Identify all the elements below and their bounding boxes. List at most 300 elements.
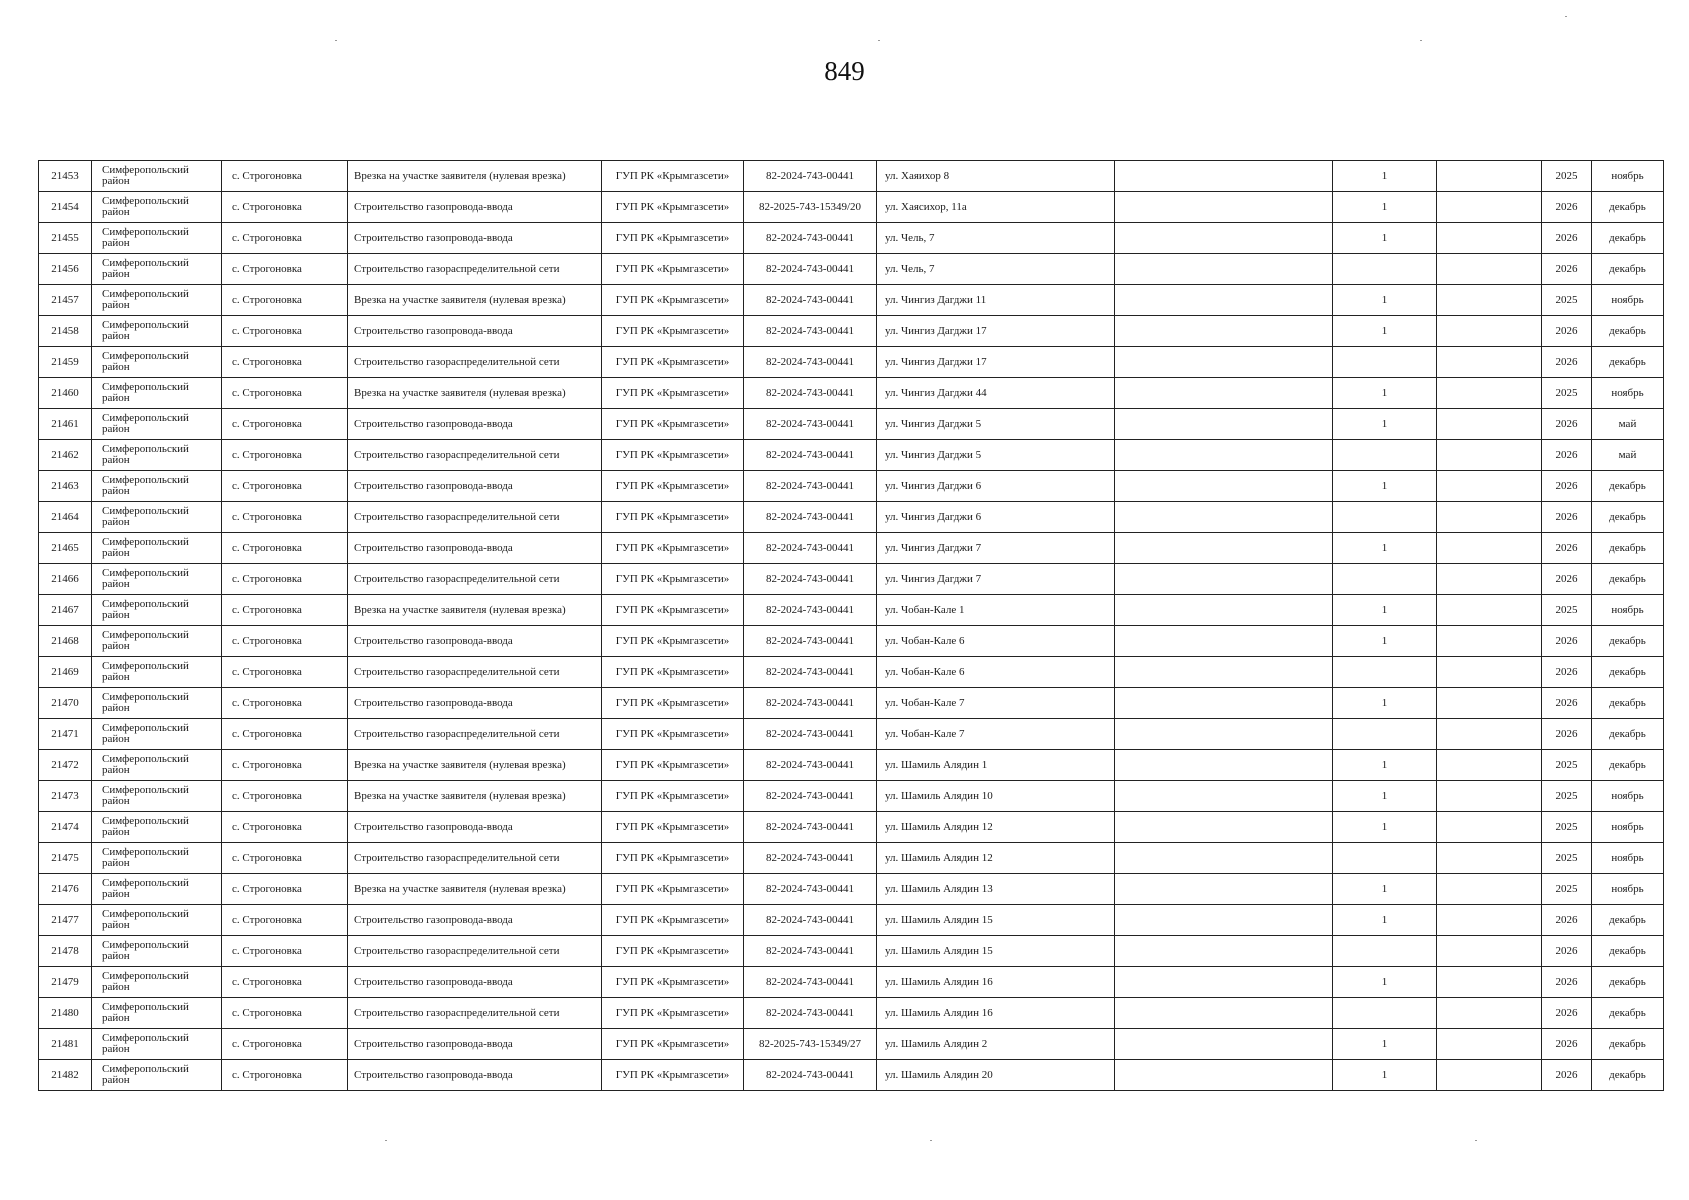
blank-cell (1437, 595, 1542, 626)
table-body (39, 161, 1664, 1091)
village-cell: с. Строгоновка (222, 564, 348, 595)
work-type-cell: Врезка на участке заявителя (нулевая врезка) (348, 750, 602, 781)
village-cell: с. Строгоновка (222, 502, 348, 533)
organization-cell: ГУП РК «Крымгазсети» (602, 161, 744, 192)
address-cell: ул. Чобан-Кале 1 (877, 595, 1115, 626)
row-number: 21465 (39, 533, 92, 564)
organization-cell: ГУП РК «Крымгазсети» (602, 347, 744, 378)
month-cell: ноябрь (1592, 781, 1664, 812)
code-cell: 82-2025-743-15349/27 (744, 1029, 877, 1060)
code-cell: 82-2024-743-00441 (744, 347, 877, 378)
work-type-cell: Строительство газораспределительной сети (348, 657, 602, 688)
village-cell: с. Строгоновка (222, 657, 348, 688)
year-cell: 2025 (1542, 812, 1592, 843)
organization-cell: ГУП РК «Крымгазсети» (602, 440, 744, 471)
table-row (39, 409, 1664, 440)
blank-cell (1115, 750, 1333, 781)
code-cell: 82-2024-743-00441 (744, 378, 877, 409)
address-cell: ул. Чингиз Дагджи 17 (877, 316, 1115, 347)
organization-cell: ГУП РК «Крымгазсети» (602, 1029, 744, 1060)
blank-cell (1115, 347, 1333, 378)
month-cell: декабрь (1592, 750, 1664, 781)
month-cell: май (1592, 409, 1664, 440)
blank-cell (1115, 254, 1333, 285)
code-cell: 82-2024-743-00441 (744, 564, 877, 595)
month-cell: декабрь (1592, 688, 1664, 719)
code-cell: 82-2024-743-00441 (744, 936, 877, 967)
month-cell: декабрь (1592, 223, 1664, 254)
organization-cell: ГУП РК «Крымгазсети» (602, 192, 744, 223)
village-cell: с. Строгоновка (222, 626, 348, 657)
village-cell: с. Строгоновка (222, 378, 348, 409)
table-row (39, 1060, 1664, 1091)
village-cell: с. Строгоновка (222, 533, 348, 564)
quantity-cell (1333, 254, 1437, 285)
work-type-cell: Строительство газопровода-ввода (348, 1060, 602, 1091)
table-row (39, 254, 1664, 285)
month-cell: ноябрь (1592, 595, 1664, 626)
blank-cell (1437, 719, 1542, 750)
blank-cell (1115, 719, 1333, 750)
year-cell: 2025 (1542, 285, 1592, 316)
village-cell: с. Строгоновка (222, 595, 348, 626)
blank-cell (1437, 409, 1542, 440)
blank-cell (1115, 936, 1333, 967)
quantity-cell (1333, 502, 1437, 533)
work-type-cell: Строительство газораспределительной сети (348, 440, 602, 471)
table-row (39, 750, 1664, 781)
district-cell: Симферопольский район (92, 812, 222, 843)
blank-cell (1115, 316, 1333, 347)
blank-cell (1115, 409, 1333, 440)
organization-cell: ГУП РК «Крымгазсети» (602, 750, 744, 781)
address-cell: ул. Чобан-Кале 6 (877, 626, 1115, 657)
work-type-cell: Строительство газораспределительной сети (348, 502, 602, 533)
work-type-cell: Строительство газораспределительной сети (348, 347, 602, 378)
blank-cell (1115, 440, 1333, 471)
scan-speck (335, 40, 337, 41)
address-cell: ул. Шамиль Алядин 12 (877, 843, 1115, 874)
month-cell: ноябрь (1592, 874, 1664, 905)
blank-cell (1437, 1060, 1542, 1091)
row-number: 21463 (39, 471, 92, 502)
address-cell: ул. Шамиль Алядин 12 (877, 812, 1115, 843)
district-cell: Симферопольский район (92, 1029, 222, 1060)
quantity-cell: 1 (1333, 812, 1437, 843)
row-number: 21475 (39, 843, 92, 874)
year-cell: 2026 (1542, 223, 1592, 254)
village-cell: с. Строгоновка (222, 440, 348, 471)
district-cell: Симферопольский район (92, 533, 222, 564)
row-number: 21473 (39, 781, 92, 812)
page-number: 849 (824, 56, 865, 86)
row-number: 21470 (39, 688, 92, 719)
address-cell: ул. Чингиз Дагджи 7 (877, 533, 1115, 564)
blank-cell (1115, 626, 1333, 657)
address-cell: ул. Шамиль Алядин 15 (877, 936, 1115, 967)
quantity-cell: 1 (1333, 1060, 1437, 1091)
table-row (39, 626, 1664, 657)
work-type-cell: Строительство газопровода-ввода (348, 967, 602, 998)
address-cell: ул. Чобан-Кале 7 (877, 719, 1115, 750)
year-cell: 2025 (1542, 161, 1592, 192)
work-type-cell: Врезка на участке заявителя (нулевая врезка) (348, 285, 602, 316)
row-number: 21474 (39, 812, 92, 843)
code-cell: 82-2024-743-00441 (744, 223, 877, 254)
code-cell: 82-2024-743-00441 (744, 440, 877, 471)
work-type-cell: Строительство газопровода-ввода (348, 316, 602, 347)
year-cell: 2026 (1542, 533, 1592, 564)
row-number: 21469 (39, 657, 92, 688)
year-cell: 2026 (1542, 719, 1592, 750)
blank-cell (1115, 781, 1333, 812)
table-row (39, 781, 1664, 812)
address-cell: ул. Шамиль Алядин 16 (877, 967, 1115, 998)
quantity-cell (1333, 440, 1437, 471)
district-cell: Симферопольский район (92, 285, 222, 316)
address-cell: ул. Чингиз Дагджи 5 (877, 440, 1115, 471)
work-type-cell: Строительство газопровода-ввода (348, 812, 602, 843)
quantity-cell: 1 (1333, 316, 1437, 347)
village-cell: с. Строгоновка (222, 874, 348, 905)
work-type-cell: Строительство газопровода-ввода (348, 626, 602, 657)
work-type-cell: Строительство газопровода-ввода (348, 471, 602, 502)
year-cell: 2026 (1542, 316, 1592, 347)
organization-cell: ГУП РК «Крымгазсети» (602, 812, 744, 843)
quantity-cell: 1 (1333, 905, 1437, 936)
quantity-cell (1333, 998, 1437, 1029)
district-cell: Симферопольский район (92, 1060, 222, 1091)
blank-cell (1115, 595, 1333, 626)
district-cell: Симферопольский район (92, 502, 222, 533)
blank-cell (1115, 378, 1333, 409)
month-cell: декабрь (1592, 347, 1664, 378)
organization-cell: ГУП РК «Крымгазсети» (602, 688, 744, 719)
district-cell: Симферопольский район (92, 998, 222, 1029)
year-cell: 2025 (1542, 874, 1592, 905)
village-cell: с. Строгоновка (222, 936, 348, 967)
year-cell: 2026 (1542, 471, 1592, 502)
row-number: 21453 (39, 161, 92, 192)
work-type-cell: Строительство газораспределительной сети (348, 843, 602, 874)
blank-cell (1437, 812, 1542, 843)
blank-cell (1437, 781, 1542, 812)
organization-cell: ГУП РК «Крымгазсети» (602, 471, 744, 502)
code-cell: 82-2024-743-00441 (744, 595, 877, 626)
blank-cell (1437, 564, 1542, 595)
address-cell: ул. Шамиль Алядин 15 (877, 905, 1115, 936)
village-cell: с. Строгоновка (222, 719, 348, 750)
blank-cell (1437, 936, 1542, 967)
district-cell: Симферопольский район (92, 378, 222, 409)
blank-cell (1437, 192, 1542, 223)
year-cell: 2026 (1542, 347, 1592, 378)
scan-speck (1420, 40, 1422, 41)
address-cell: ул. Шамиль Алядин 1 (877, 750, 1115, 781)
month-cell: декабрь (1592, 998, 1664, 1029)
scan-speck (930, 1140, 932, 1141)
table-row (39, 688, 1664, 719)
code-cell: 82-2024-743-00441 (744, 998, 877, 1029)
blank-cell (1437, 254, 1542, 285)
table-row (39, 285, 1664, 316)
month-cell: декабрь (1592, 502, 1664, 533)
quantity-cell (1333, 719, 1437, 750)
quantity-cell: 1 (1333, 161, 1437, 192)
month-cell: ноябрь (1592, 285, 1664, 316)
blank-cell (1437, 874, 1542, 905)
quantity-cell: 1 (1333, 874, 1437, 905)
code-cell: 82-2024-743-00441 (744, 533, 877, 564)
blank-cell (1437, 750, 1542, 781)
table-row (39, 192, 1664, 223)
address-cell: ул. Хаяихор 8 (877, 161, 1115, 192)
code-cell: 82-2025-743-15349/20 (744, 192, 877, 223)
blank-cell (1437, 657, 1542, 688)
month-cell: декабрь (1592, 967, 1664, 998)
quantity-cell (1333, 657, 1437, 688)
row-number: 21467 (39, 595, 92, 626)
year-cell: 2025 (1542, 378, 1592, 409)
quantity-cell: 1 (1333, 471, 1437, 502)
blank-cell (1437, 626, 1542, 657)
table-row (39, 347, 1664, 378)
blank-cell (1437, 347, 1542, 378)
row-number: 21477 (39, 905, 92, 936)
address-cell: ул. Чингиз Дагджи 7 (877, 564, 1115, 595)
table-row (39, 471, 1664, 502)
organization-cell: ГУП РК «Крымгазсети» (602, 378, 744, 409)
district-cell: Симферопольский район (92, 750, 222, 781)
address-cell: ул. Хаясихор, 11а (877, 192, 1115, 223)
district-cell: Симферопольский район (92, 161, 222, 192)
blank-cell (1115, 285, 1333, 316)
month-cell: декабрь (1592, 316, 1664, 347)
row-number: 21479 (39, 967, 92, 998)
district-cell: Симферопольский район (92, 192, 222, 223)
village-cell: с. Строгоновка (222, 223, 348, 254)
table-row (39, 595, 1664, 626)
table-row (39, 316, 1664, 347)
row-number: 21464 (39, 502, 92, 533)
month-cell: декабрь (1592, 936, 1664, 967)
district-cell: Симферопольский район (92, 657, 222, 688)
scan-speck (1565, 16, 1567, 17)
organization-cell: ГУП РК «Крымгазсети» (602, 1060, 744, 1091)
year-cell: 2026 (1542, 1029, 1592, 1060)
village-cell: с. Строгоновка (222, 750, 348, 781)
year-cell: 2026 (1542, 409, 1592, 440)
scan-speck (385, 1140, 387, 1141)
organization-cell: ГУП РК «Крымгазсети» (602, 998, 744, 1029)
quantity-cell: 1 (1333, 223, 1437, 254)
blank-cell (1437, 316, 1542, 347)
blank-cell (1437, 378, 1542, 409)
village-cell: с. Строгоновка (222, 843, 348, 874)
quantity-cell: 1 (1333, 595, 1437, 626)
table-row (39, 812, 1664, 843)
organization-cell: ГУП РК «Крымгазсети» (602, 285, 744, 316)
code-cell: 82-2024-743-00441 (744, 688, 877, 719)
organization-cell: ГУП РК «Крымгазсети» (602, 719, 744, 750)
address-cell: ул. Шамиль Алядин 10 (877, 781, 1115, 812)
code-cell: 82-2024-743-00441 (744, 161, 877, 192)
district-cell: Симферопольский район (92, 254, 222, 285)
code-cell: 82-2024-743-00441 (744, 750, 877, 781)
village-cell: с. Строгоновка (222, 471, 348, 502)
district-cell: Симферопольский район (92, 719, 222, 750)
blank-cell (1115, 533, 1333, 564)
table-row (39, 1029, 1664, 1060)
work-type-cell: Строительство газораспределительной сети (348, 254, 602, 285)
village-cell: с. Строгоновка (222, 1060, 348, 1091)
work-type-cell: Врезка на участке заявителя (нулевая врезка) (348, 781, 602, 812)
blank-cell (1115, 998, 1333, 1029)
table-row (39, 564, 1664, 595)
month-cell: декабрь (1592, 564, 1664, 595)
organization-cell: ГУП РК «Крымгазсети» (602, 905, 744, 936)
year-cell: 2026 (1542, 564, 1592, 595)
blank-cell (1437, 440, 1542, 471)
code-cell: 82-2024-743-00441 (744, 905, 877, 936)
district-cell: Симферопольский район (92, 564, 222, 595)
year-cell: 2026 (1542, 967, 1592, 998)
row-number: 21468 (39, 626, 92, 657)
code-cell: 82-2024-743-00441 (744, 316, 877, 347)
month-cell: декабрь (1592, 192, 1664, 223)
work-type-cell: Строительство газопровода-ввода (348, 688, 602, 719)
year-cell: 2026 (1542, 657, 1592, 688)
row-number: 21456 (39, 254, 92, 285)
quantity-cell: 1 (1333, 781, 1437, 812)
district-cell: Симферопольский район (92, 595, 222, 626)
year-cell: 2026 (1542, 936, 1592, 967)
address-cell: ул. Шамиль Алядин 20 (877, 1060, 1115, 1091)
blank-cell (1437, 533, 1542, 564)
quantity-cell: 1 (1333, 967, 1437, 998)
month-cell: ноябрь (1592, 812, 1664, 843)
month-cell: декабрь (1592, 657, 1664, 688)
address-cell: ул. Шамиль Алядин 13 (877, 874, 1115, 905)
village-cell: с. Строгоновка (222, 192, 348, 223)
year-cell: 2025 (1542, 781, 1592, 812)
blank-cell (1437, 967, 1542, 998)
year-cell: 2026 (1542, 502, 1592, 533)
scan-speck (878, 40, 880, 41)
village-cell: с. Строгоновка (222, 161, 348, 192)
table-row (39, 657, 1664, 688)
row-number: 21461 (39, 409, 92, 440)
address-cell: ул. Чобан-Кале 7 (877, 688, 1115, 719)
blank-cell (1437, 502, 1542, 533)
address-cell: ул. Шамиль Алядин 2 (877, 1029, 1115, 1060)
blank-cell (1115, 471, 1333, 502)
organization-cell: ГУП РК «Крымгазсети» (602, 781, 744, 812)
district-cell: Симферопольский район (92, 688, 222, 719)
month-cell: декабрь (1592, 719, 1664, 750)
organization-cell: ГУП РК «Крымгазсети» (602, 843, 744, 874)
organization-cell: ГУП РК «Крымгазсети» (602, 223, 744, 254)
organization-cell: ГУП РК «Крымгазсети» (602, 533, 744, 564)
district-cell: Симферопольский район (92, 440, 222, 471)
district-cell: Симферопольский район (92, 843, 222, 874)
year-cell: 2025 (1542, 750, 1592, 781)
quantity-cell: 1 (1333, 750, 1437, 781)
blank-cell (1115, 1060, 1333, 1091)
blank-cell (1115, 812, 1333, 843)
blank-cell (1115, 1029, 1333, 1060)
work-type-cell: Врезка на участке заявителя (нулевая врезка) (348, 161, 602, 192)
work-type-cell: Строительство газопровода-ввода (348, 223, 602, 254)
district-cell: Симферопольский район (92, 626, 222, 657)
table-row (39, 843, 1664, 874)
village-cell: с. Строгоновка (222, 316, 348, 347)
blank-cell (1437, 161, 1542, 192)
table-row (39, 533, 1664, 564)
quantity-cell: 1 (1333, 533, 1437, 564)
organization-cell: ГУП РК «Крымгазсети» (602, 502, 744, 533)
quantity-cell: 1 (1333, 378, 1437, 409)
quantity-cell: 1 (1333, 409, 1437, 440)
quantity-cell: 1 (1333, 1029, 1437, 1060)
district-cell: Симферопольский район (92, 936, 222, 967)
village-cell: с. Строгоновка (222, 254, 348, 285)
row-number: 21466 (39, 564, 92, 595)
month-cell: декабрь (1592, 905, 1664, 936)
district-cell: Симферопольский район (92, 874, 222, 905)
month-cell: декабрь (1592, 254, 1664, 285)
year-cell: 2026 (1542, 192, 1592, 223)
blank-cell (1115, 905, 1333, 936)
blank-cell (1437, 471, 1542, 502)
year-cell: 2025 (1542, 843, 1592, 874)
blank-cell (1115, 564, 1333, 595)
work-type-cell: Строительство газопровода-ввода (348, 533, 602, 564)
work-type-cell: Врезка на участке заявителя (нулевая врезка) (348, 874, 602, 905)
blank-cell (1437, 688, 1542, 719)
blank-cell (1437, 1029, 1542, 1060)
organization-cell: ГУП РК «Крымгазсети» (602, 316, 744, 347)
table-row (39, 874, 1664, 905)
village-cell: с. Строгоновка (222, 347, 348, 378)
code-cell: 82-2024-743-00441 (744, 471, 877, 502)
organization-cell: ГУП РК «Крымгазсети» (602, 936, 744, 967)
address-cell: ул. Чингиз Дагджи 6 (877, 502, 1115, 533)
address-cell: ул. Чель, 7 (877, 223, 1115, 254)
quantity-cell: 1 (1333, 192, 1437, 223)
year-cell: 2026 (1542, 440, 1592, 471)
district-cell: Симферопольский район (92, 347, 222, 378)
table-row (39, 378, 1664, 409)
month-cell: декабрь (1592, 1060, 1664, 1091)
address-cell: ул. Чель, 7 (877, 254, 1115, 285)
blank-cell (1115, 874, 1333, 905)
row-number: 21462 (39, 440, 92, 471)
year-cell: 2026 (1542, 626, 1592, 657)
blank-cell (1437, 843, 1542, 874)
district-cell: Симферопольский район (92, 905, 222, 936)
address-cell: ул. Чингиз Дагджи 5 (877, 409, 1115, 440)
table-row (39, 719, 1664, 750)
year-cell: 2026 (1542, 254, 1592, 285)
code-cell: 82-2024-743-00441 (744, 409, 877, 440)
work-type-cell: Врезка на участке заявителя (нулевая врезка) (348, 595, 602, 626)
code-cell: 82-2024-743-00441 (744, 657, 877, 688)
year-cell: 2026 (1542, 688, 1592, 719)
village-cell: с. Строгоновка (222, 688, 348, 719)
blank-cell (1115, 967, 1333, 998)
code-cell: 82-2024-743-00441 (744, 843, 877, 874)
